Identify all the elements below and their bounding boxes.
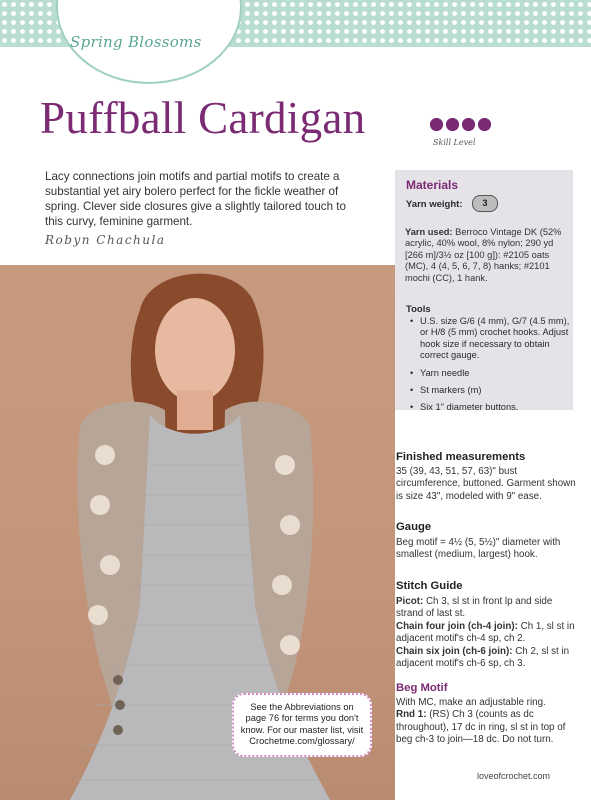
skill-level-label: Skill Level xyxy=(433,138,476,147)
skill-flower-icon xyxy=(462,118,475,131)
beg-motif-heading: Beg Motif xyxy=(396,682,448,694)
chain-six-text: Ch 2, sl st in adjacent motif's ch-6 sp, ch 3. xyxy=(396,645,570,670)
article-title: Puffball Cardigan xyxy=(40,93,366,143)
finished-measurements-text: 35 (39, 43, 51, 57, 63)" bust circumference, buttoned. Garment shown is size 43", modeled with 9" ease. xyxy=(396,466,576,502)
tools-heading: Tools xyxy=(406,304,431,315)
yarn-used-text: Berroco Vintage DK (52% acrylic, 40% wool, 8% nylon; 290 yd [266 m]/3½ oz [100 g]): #2105 oats (MC), 4 (4, 5, 6, 7, 8) hanks; #2101 mochi (CC), 1 hank. xyxy=(405,227,562,283)
picot-text: Ch 3, sl st in front lp and side strand of last st. xyxy=(396,596,553,620)
beg-motif-line1: With MC, make an adjustable ring. xyxy=(396,697,546,708)
rnd1-text: (RS) Ch 3 (counts as dc throughout), 17 dc in ring, sl st in top of beg ch-3 to join—18 dc. Do not turn. xyxy=(396,709,566,746)
chain-six-label: Chain six join (ch-6 join): xyxy=(396,645,513,657)
rnd1-label: Rnd 1: xyxy=(396,709,427,721)
yarn-weight-skein-icon: 3 xyxy=(472,195,498,212)
materials-heading: Materials xyxy=(406,178,459,192)
tools-list xyxy=(410,316,570,420)
list-item: • U.S. size G/6 (4 mm), G/7 (4.5 mm), or H/8 (5 mm) crochet hooks. Adjust hook size if necessary to obtain correct gauge. xyxy=(410,316,570,362)
yarn-used-block xyxy=(405,227,565,284)
list-item: • Yarn needle xyxy=(410,368,570,379)
footer-site-link[interactable]: loveofcrochet.com xyxy=(477,771,551,781)
gauge-heading: Gauge xyxy=(396,521,432,533)
yarn-weight-label: Yarn weight: xyxy=(406,199,463,210)
stitch-guide-heading: Stitch Guide xyxy=(396,580,463,592)
chain-four-label: Chain four join (ch-4 join): xyxy=(396,620,518,632)
skill-level-indicator xyxy=(430,118,491,131)
yarn-used-label: Yarn used: xyxy=(405,227,453,237)
chain-four-text: Ch 1, sl st in adjacent motif's ch-4 sp, ch 2. xyxy=(396,620,575,645)
section-title: Spring Blossoms xyxy=(70,33,202,51)
author-signature: Robyn Chachula xyxy=(45,233,166,247)
picot-label: Picot: xyxy=(396,596,424,607)
list-item: • St markers (m) xyxy=(410,385,570,396)
gauge-text: Beg motif = 4½ (5, 5½)" diameter with smallest (medium, largest) hook. xyxy=(396,537,561,561)
abbreviations-callout: See the Abbreviations on page 76 for terms you don't know. For our master list, visit Crochetme.com/glossary/ xyxy=(232,693,372,757)
list-item: • Six 1" diameter buttons. xyxy=(410,402,570,413)
skill-flower-icon xyxy=(430,118,443,131)
intro-paragraph: Lacy connections join motifs and partial motifs to create a substantial yet airy bolero perfect for the fickle weather of spring. Clever side closures give a slightly tailored touch to this curvy, feminine garment. xyxy=(45,170,346,228)
beg-motif-text xyxy=(396,697,582,747)
skill-flower-icon xyxy=(446,118,459,131)
skill-flower-icon xyxy=(478,118,491,131)
finished-measurements-heading: Finished measurements xyxy=(396,451,526,463)
stitch-guide-text xyxy=(396,596,582,670)
